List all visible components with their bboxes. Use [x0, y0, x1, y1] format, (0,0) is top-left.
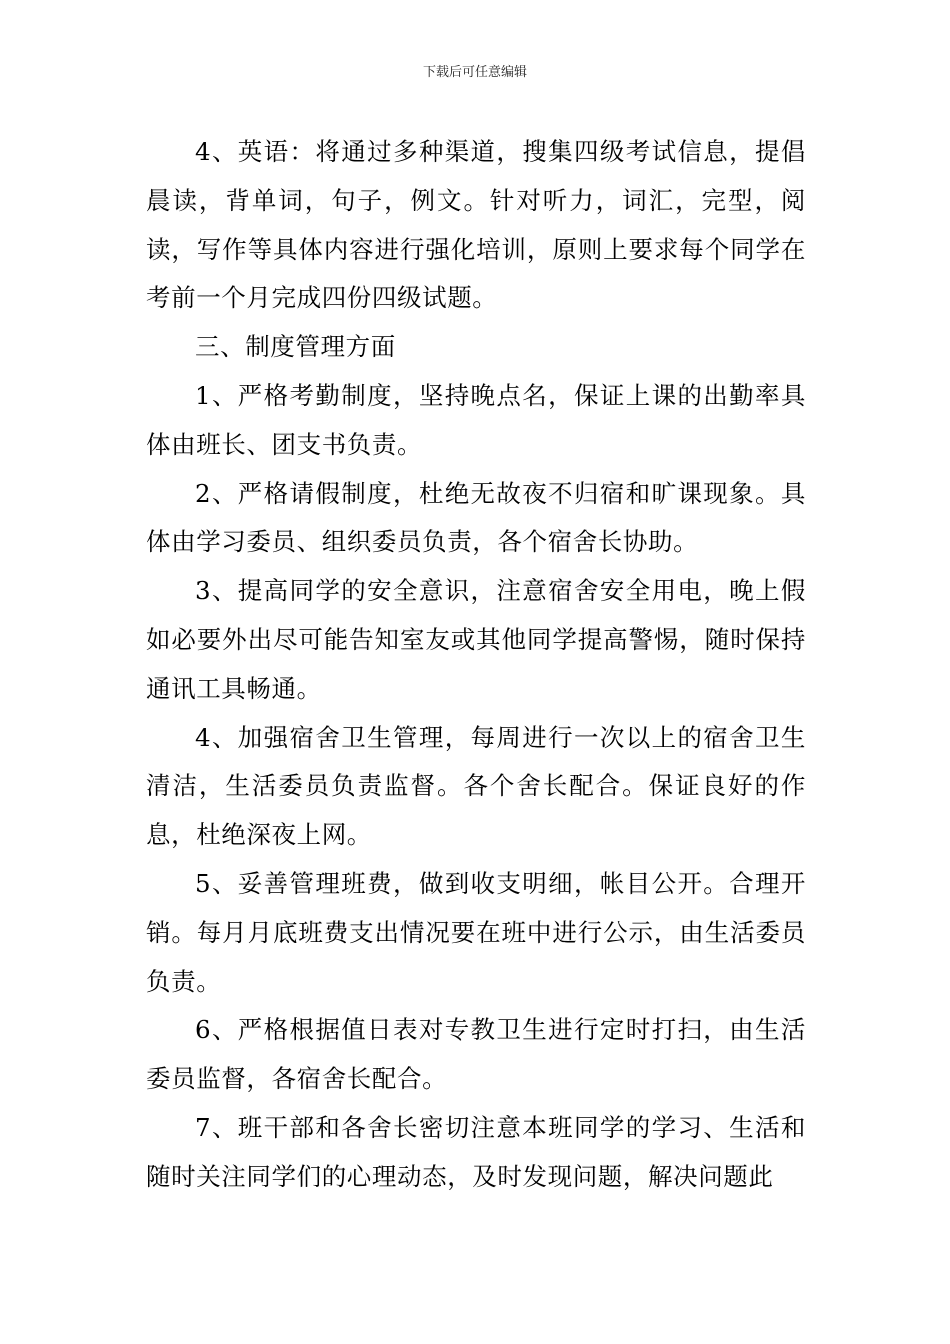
- paragraph-dorm-hygiene: 4、加强宿舍卫生管理，每周进行一次以上的宿舍卫生清洁，生活委员负责监督。各个舍长配合。保证良好的作息，杜绝深夜上网。: [146, 722, 806, 850]
- paragraph-safety: 3、提高同学的安全意识，注意宿舍安全用电，晚上假如必要外出尽可能告知室友或其他同学提高警惕，随时保持通讯工具畅通。: [146, 576, 806, 703]
- paragraph-attendance: 1、严格考勤制度，坚持晚点名，保证上课的出勤率具体由班长、团支书负责。: [146, 380, 806, 459]
- paragraph-cadres: 7、班干部和各舍长密切注意本班同学的学习、生活和随时关注同学们的心理动态，及时发现问题，解决问题此: [146, 1112, 806, 1191]
- paragraph-class-fund: 5、妥善管理班费，做到收支明细，帐目公开。合理开销。每月月底班费支出情况要在班中进行公示，由生活委员负责。: [146, 868, 806, 996]
- page-header: 下载后可任意编辑: [422, 65, 527, 80]
- document-body: [146, 128, 806, 1202]
- paragraph-leave: 2、严格请假制度，杜绝无故夜不归宿和旷课现象。具体由学习委员、组织委员负责，各个宿舍长协助。: [146, 478, 806, 557]
- section-heading: 三、制度管理方面: [195, 332, 396, 362]
- paragraph-duty-roster: 6、严格根据值日表对专教卫生进行定时打扫，由生活委员监督，各宿舍长配合。: [146, 1015, 806, 1094]
- paragraph-english: 4、英语：将通过多种渠道，搜集四级考试信息，提倡晨读，背单词，句子，例文。针对听力，词汇，完型，阅读，写作等具体内容进行强化培训，原则上要求每个同学在考前一个月完成四份四级试题。: [146, 137, 806, 313]
